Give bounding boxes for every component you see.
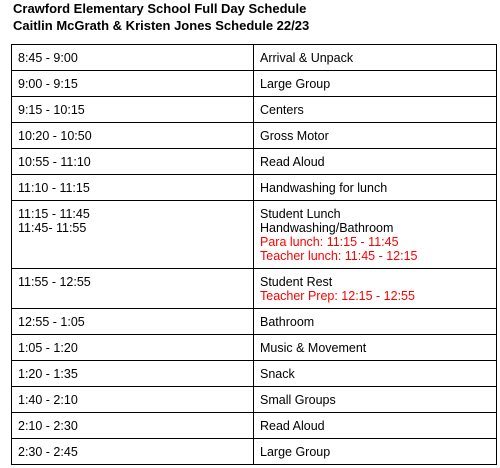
table-row xyxy=(12,439,497,465)
table-row xyxy=(12,149,497,175)
activity-cell xyxy=(254,387,497,413)
table-row xyxy=(12,309,497,335)
activity-label: Large Group xyxy=(260,77,331,91)
table-row xyxy=(12,413,497,439)
activity-label: Student Rest xyxy=(260,275,333,289)
activity-cell xyxy=(254,97,497,123)
activity-label: Large Group xyxy=(260,445,331,459)
activity-cell xyxy=(254,201,497,269)
table-row xyxy=(12,387,497,413)
activity-cell xyxy=(254,269,497,309)
activity-cell xyxy=(254,71,497,97)
time-cell xyxy=(12,71,254,97)
time-cell xyxy=(12,335,254,361)
time-range: 9:00 - 9:15 xyxy=(18,77,78,91)
time-cell xyxy=(12,45,254,71)
time-range: 1:05 - 1:20 xyxy=(18,341,78,355)
time-range: 2:10 - 2:30 xyxy=(18,419,78,433)
staff-note: Teacher Prep: 12:15 - 12:55 xyxy=(260,289,415,303)
time-cell xyxy=(12,309,254,335)
schedule-body xyxy=(12,45,497,465)
time-cell xyxy=(12,387,254,413)
table-row xyxy=(12,361,497,387)
activity-cell xyxy=(254,45,497,71)
time-cell xyxy=(12,269,254,309)
activity-cell xyxy=(254,439,497,465)
activity-cell xyxy=(254,149,497,175)
table-row xyxy=(12,97,497,123)
activity-cell xyxy=(254,123,497,149)
time-range: 11:10 - 11:15 xyxy=(18,181,90,195)
staff-note: Teacher lunch: 11:45 - 12:15 xyxy=(260,249,418,263)
activity-label: Handwashing/Bathroom xyxy=(260,221,394,235)
time-cell xyxy=(12,201,254,269)
time-range: 1:20 - 1:35 xyxy=(18,367,78,381)
schedule-table xyxy=(11,44,497,465)
activity-label: Read Aloud xyxy=(260,155,325,169)
activity-cell xyxy=(254,309,497,335)
document-title: Crawford Elementary School Full Day Schedule xyxy=(13,1,307,16)
time-range: 11:15 - 11:45 xyxy=(18,207,90,221)
document-header xyxy=(13,0,309,34)
time-cell xyxy=(12,149,254,175)
table-row xyxy=(12,175,497,201)
activity-cell xyxy=(254,335,497,361)
time-cell xyxy=(12,413,254,439)
time-range: 10:55 - 11:10 xyxy=(18,155,91,169)
activity-label: Snack xyxy=(260,367,295,381)
activity-label: Gross Motor xyxy=(260,129,329,143)
time-range: 2:30 - 2:45 xyxy=(18,445,78,459)
time-cell xyxy=(12,123,254,149)
activity-label: Music & Movement xyxy=(260,341,367,355)
activity-cell xyxy=(254,413,497,439)
time-range: 1:40 - 2:10 xyxy=(18,393,78,407)
time-range: 8:45 - 9:00 xyxy=(18,51,78,65)
activity-label: Student Lunch xyxy=(260,207,341,221)
staff-note: Para lunch: 11:15 - 11:45 xyxy=(260,235,399,249)
activity-label: Bathroom xyxy=(260,315,315,329)
activity-label: Handwashing for lunch xyxy=(260,181,388,195)
activity-cell xyxy=(254,361,497,387)
activity-label: Read Aloud xyxy=(260,419,325,433)
time-cell xyxy=(12,439,254,465)
activity-label: Arrival & Unpack xyxy=(260,51,354,65)
table-row xyxy=(12,335,497,361)
activity-label: Centers xyxy=(260,103,304,117)
time-range: 11:55 - 12:55 xyxy=(18,275,91,289)
time-cell xyxy=(12,361,254,387)
time-cell xyxy=(12,97,254,123)
table-row xyxy=(12,201,497,269)
time-range: 12:55 - 1:05 xyxy=(18,315,85,329)
time-range: 9:15 - 10:15 xyxy=(18,103,85,117)
time-cell xyxy=(12,175,254,201)
activity-cell xyxy=(254,175,497,201)
table-row xyxy=(12,269,497,309)
activity-label: Small Groups xyxy=(260,393,336,407)
table-row xyxy=(12,45,497,71)
table-row xyxy=(12,123,497,149)
time-range: 10:20 - 10:50 xyxy=(18,129,92,143)
document-subtitle: Caitlin McGrath & Kristen Jones Schedule 22/23 xyxy=(13,18,310,33)
table-row xyxy=(12,71,497,97)
time-range: 11:45- 11:55 xyxy=(18,221,87,235)
